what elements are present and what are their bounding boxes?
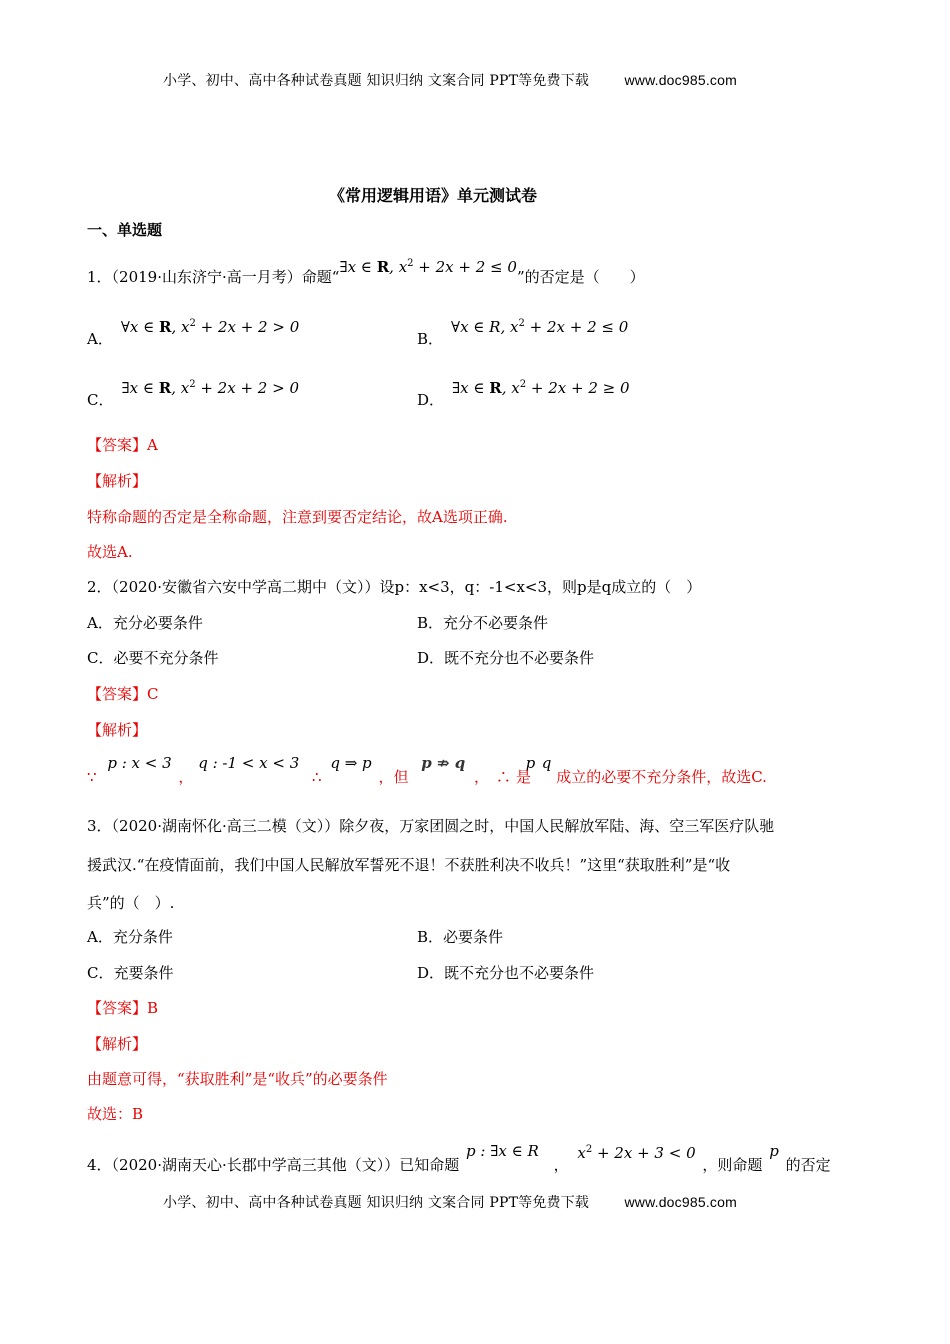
q2-comma1: ， [178, 768, 194, 786]
q1-option-c-letter: C． [87, 391, 114, 409]
q4-formula2: $x^2 + 2x + 3 < 0$ [577, 1144, 696, 1162]
q2-option-a-text: 充分必要条件 [112, 614, 203, 632]
header-text: 小学、初中、高中各种试卷真题 知识归纳 文案合同 PPT等免费下载 [163, 73, 590, 89]
q3-option-b-text: 必要条件 [443, 928, 504, 946]
q2-q-symbol: q [541, 754, 552, 772]
q2-option-c-text: 必要不充分条件 [113, 649, 219, 667]
q3-stem-line3: 兵”的（ ）. [87, 894, 175, 912]
q2-option-b-text: 充分不必要条件 [443, 614, 549, 632]
q1-option-b[interactable] [417, 318, 629, 349]
because-symbol: ∵ [87, 768, 97, 786]
q3-option-b-letter: B． [417, 928, 444, 946]
q4-stem-pre: 4．（2020·湖南天心·长郡中学高三其他（文））已知命题 [87, 1156, 460, 1174]
q2-comma2: ， [474, 768, 490, 786]
q1-stem-pre: 1．（2019·山东济宁·高一月考）命题“ [87, 268, 340, 286]
therefore-symbol-1: ∴ [312, 768, 322, 786]
page-title: 《常用逻辑用语》单元测试卷 [329, 186, 538, 205]
q3-option-d-letter: D． [417, 964, 445, 982]
q2-answer: 【答案】C [87, 685, 159, 703]
q3-option-d[interactable] [417, 963, 594, 983]
q1-option-a-letter: A． [87, 330, 113, 348]
q2-option-b-letter: B． [417, 614, 444, 632]
q2-is: 是 [516, 768, 532, 786]
section-heading: 一、单选题 [87, 221, 163, 239]
q2-q-def: q : -1 < x < 3 [198, 754, 300, 772]
page-header [163, 70, 737, 90]
footer-text: 小学、初中、高中各种试卷真题 知识归纳 文案合同 PPT等免费下载 [163, 1195, 590, 1211]
q3-stem-line2: 援武汉.“在疫情面前，我们中国人民解放军誓死不退！不获胜利决不收兵！”这里“获取胜利”是“收 [87, 856, 731, 874]
q2-p-symbol: p [525, 754, 536, 772]
q1-answer: 【答案】A [87, 436, 158, 454]
q3-option-a[interactable] [87, 927, 173, 947]
q2-analysis [87, 754, 767, 787]
q2-q-implies-p: q ⇒ p [330, 754, 372, 772]
q4-mid: ，则命题 [702, 1156, 763, 1174]
q4-comma: ， [553, 1156, 569, 1174]
therefore-symbol-2: ∴ [495, 768, 511, 786]
q1-analysis-label: 【解析】 [87, 472, 148, 490]
q3-option-c-letter: C． [87, 964, 114, 982]
q1-option-d-letter: D． [417, 391, 445, 409]
q1-option-d-formula: ∃x ∈ R, $x^2 + 2x + 2 \ge 0$ [452, 379, 630, 397]
q2-option-a-letter: A． [87, 614, 113, 632]
q1-option-a-formula: ∀x ∈ R, $x^2 + 2x + 2 > 0$ [120, 318, 300, 336]
q4-tail: 的否定 [785, 1156, 831, 1174]
q3-option-d-text: 既不充分也不必要条件 [444, 964, 595, 982]
q1-conclusion: 故选A. [87, 543, 133, 561]
q4-p-symbol: p [769, 1142, 779, 1160]
q4-stem [87, 1142, 831, 1175]
q2-option-c-letter: C． [87, 649, 114, 667]
q4-formula1: p : ∃x ∈ R [466, 1142, 539, 1160]
q2-but: ，但 [378, 768, 409, 786]
q2-option-c[interactable] [87, 648, 219, 668]
q3-option-a-text: 充分条件 [112, 928, 173, 946]
header-url[interactable]: www.doc985.com [624, 72, 737, 88]
q3-answer: 【答案】B [87, 999, 159, 1017]
q1-option-b-formula: ∀x ∈ R, $x^2 + 2x + 2 \le 0$ [451, 318, 629, 336]
q1-option-d[interactable] [417, 379, 630, 410]
q1-stem-formula: ∃x ∈ R, $x^2 + 2x + 2 \le 0$ [339, 258, 517, 276]
q1-analysis: 特称命题的否定是全称命题，注意到要否定结论，故A选项正确. [87, 508, 508, 526]
q2-p-def: p : x < 3 [107, 754, 172, 772]
q3-analysis-label: 【解析】 [87, 1035, 148, 1053]
q1-option-c[interactable] [87, 379, 299, 410]
q3-option-c-text: 充要条件 [113, 964, 174, 982]
q3-option-c[interactable] [87, 963, 174, 983]
q3-analysis: 由题意可得，“获取胜利”是“收兵”的必要条件 [87, 1070, 388, 1088]
q1-stem-post: ”的否定是（ ） [516, 268, 645, 286]
q3-stem-line1: 3．（2020·湖南怀化·高三二模（文））除夕夜，万家团圆之时，中国人民解放军陆、海、空三军医疗队驰 [87, 817, 775, 835]
footer-url[interactable]: www.doc985.com [624, 1194, 737, 1210]
q2-tail: 成立的必要不充分条件，故选C. [556, 768, 767, 786]
q2-option-a[interactable] [87, 613, 203, 633]
page-footer [163, 1192, 737, 1212]
q2-option-d-text: 既不充分也不必要条件 [444, 649, 595, 667]
q1-option-a[interactable] [87, 318, 300, 349]
q2-option-d[interactable] [417, 648, 594, 668]
q2-option-d-letter: D． [417, 649, 445, 667]
q2-option-b[interactable] [417, 613, 548, 633]
q3-conclusion: 故选：B [87, 1105, 144, 1123]
q2-p-not-implies-q: p ⇏ q [421, 754, 466, 772]
q2-analysis-label: 【解析】 [87, 721, 148, 739]
q1-option-b-letter: B． [417, 330, 444, 348]
q1-option-c-formula: ∃x ∈ R, $x^2 + 2x + 2 > 0$ [121, 379, 299, 397]
q1-stem [87, 258, 645, 287]
q2-stem: 2．（2020·安徽省六安中学高二期中（文））设p：x<3，q：-1<x<3，则p是q成立的（ ） [87, 578, 702, 596]
q3-option-a-letter: A． [87, 928, 113, 946]
q3-option-b[interactable] [417, 927, 503, 947]
